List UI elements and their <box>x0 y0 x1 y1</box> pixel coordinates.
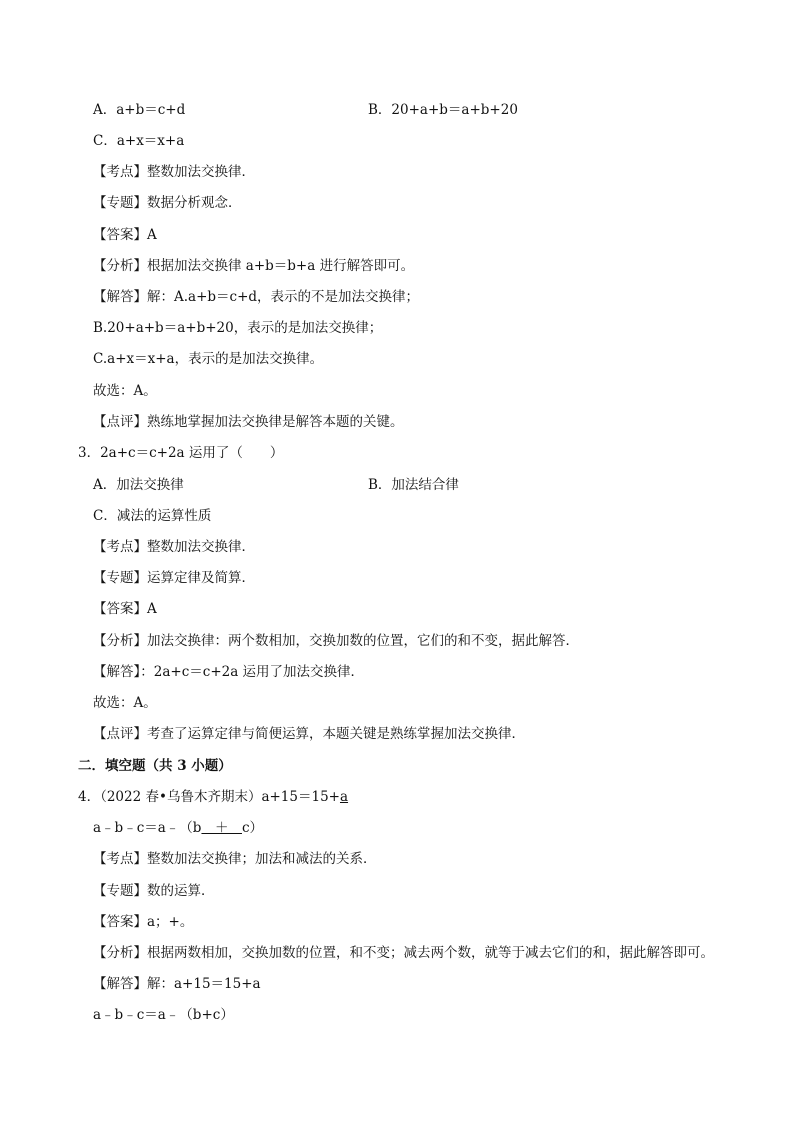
q4-answer: 【答案】a；+。 <box>93 914 194 930</box>
q2-option-b: B．20+a+b＝a+b+20 <box>368 102 518 118</box>
q3-answer: 【答案】A <box>93 601 157 617</box>
q4-line2-suffix: c） <box>241 820 264 836</box>
q2-solution-line1: 【解答】解：A.a+b＝c+d，表示的不是加法交换律； <box>93 289 420 305</box>
q2-comment: 【点评】熟练地掌握加法交换律是解答本题的关键。 <box>93 414 404 430</box>
q2-solution-line2: B.20+a+b＝a+b+20，表示的是加法交换律； <box>93 320 383 336</box>
q2-kaodian: 【考点】整数加法交换律． <box>93 164 255 180</box>
q2-choice: 故选：A。 <box>93 383 157 399</box>
q4-stem-text: 4．（2022 春•乌鲁木齐期末）a+15＝15+ <box>78 789 340 805</box>
q4-line2 <box>93 819 263 837</box>
q4-analysis: 【分析】根据两数相加，交换加数的位置，和不变；减去两个数，就等于减去它们的和，据此解答即可。 <box>93 945 714 961</box>
q3-choice: 故选：A。 <box>93 695 157 711</box>
q3-option-c: C．减法的运算性质 <box>93 508 212 524</box>
q3-kaodian: 【考点】整数加法交换律． <box>93 539 255 555</box>
q4-line2-text: a﹣b﹣c＝a﹣（b <box>93 820 202 836</box>
q2-zhuanti: 【专题】数据分析观念． <box>93 195 242 211</box>
q3-zhuanti: 【专题】运算定律及简算． <box>93 570 255 586</box>
q4-solution-line2: a﹣b﹣c＝a﹣（b+c） <box>93 1007 234 1023</box>
q4-kaodian: 【考点】整数加法交换律；加法和减法的关系． <box>93 851 377 867</box>
q4-line2-blank: ＿＋＿ <box>201 820 242 836</box>
q3-solution: 【解答】：2a+c＝c+2a 运用了加法交换律． <box>93 664 365 680</box>
q2-option-c: C．a+x＝x+a <box>93 133 185 149</box>
q4-solution-line1: 【解答】解：a+15＝15+a <box>93 976 261 992</box>
q4-stem <box>78 788 348 806</box>
q2-analysis: 【分析】根据加法交换律 a+b＝b+a 进行解答即可。 <box>93 258 415 274</box>
q3-analysis: 【分析】加法交换律：两个数相加，交换加数的位置，它们的和不变，据此解答． <box>93 633 579 649</box>
q3-option-b: B．加法结合律 <box>368 477 459 493</box>
q4-stem-blank: a <box>339 789 349 805</box>
q3-stem: 3．2a+c＝c+2a 运用了（ ） <box>78 445 284 461</box>
q3-option-a: A．加法交换律 <box>93 477 184 493</box>
section-heading: 二．填空题（共 3 小题） <box>78 758 232 774</box>
q2-option-a: A．a+b＝c+d <box>93 102 186 118</box>
q2-solution-line3: C.a+x＝x+a，表示的是加法交换律。 <box>93 351 324 367</box>
q2-answer: 【答案】A <box>93 227 157 243</box>
q4-zhuanti: 【专题】数的运算． <box>93 883 215 899</box>
q3-comment: 【点评】考查了运算定律与简便运算，本题关键是熟练掌握加法交换律． <box>93 726 525 742</box>
